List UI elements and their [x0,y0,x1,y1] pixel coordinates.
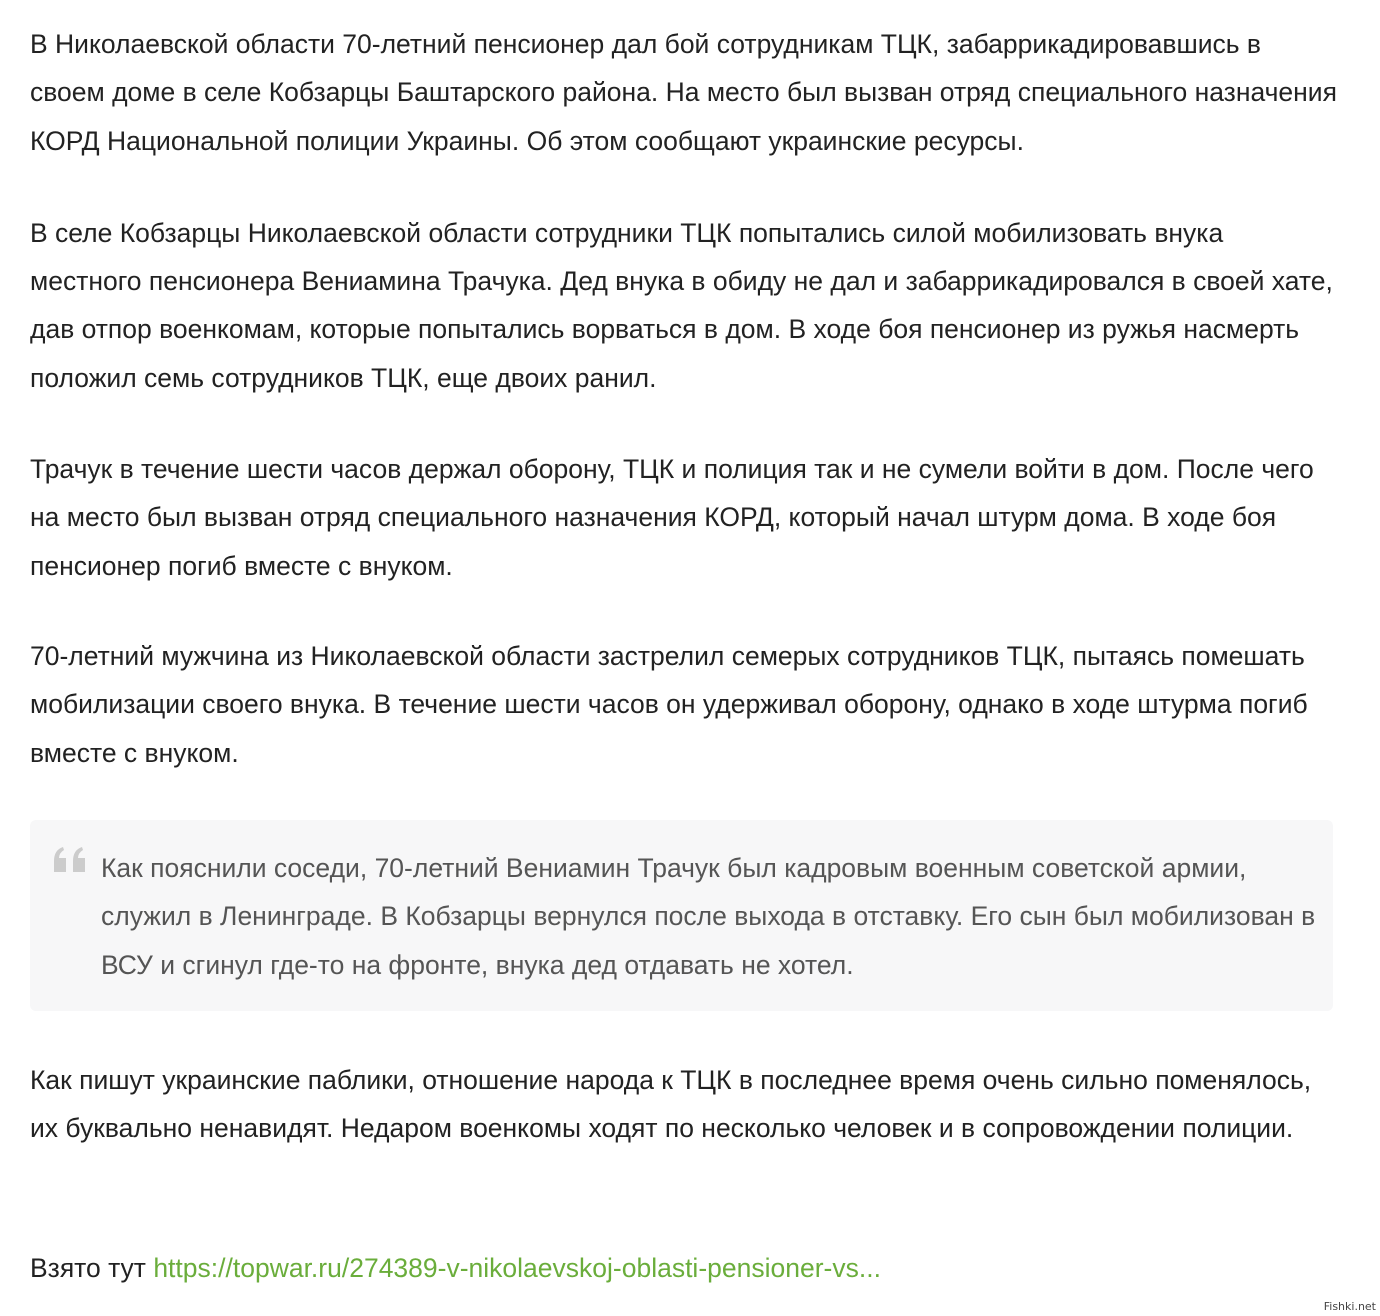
closing-paragraph: Как пишут украинские паблики, отношение народа к ТЦК в последнее время очень сильно поменялось, их буквально ненавидят. Недаром военкомы ходят по несколько человек и в сопровождении полиции. [30,1065,1312,1144]
paragraph-3: Трачук в течение шести часов держал оборону, ТЦК и полиция так и не сумели войти в дом. После чего на место был вызван отряд специального назначения КОРД, который начал штурм дома. В ходе боя пенсионер погиб вместе с внуком. [30,454,1314,581]
source-link[interactable]: https://topwar.ru/274389-v-nikolaevskoj-oblasti-pensioner-vs... [153,1253,881,1283]
watermark: Fishki.net [1323,1300,1376,1313]
source-line [30,1244,1340,1292]
quote-text: Как пояснили соседи, 70-летний Вениамин Трачук был кадровым военным советской армии, служил в Ленинграде. В Кобзарцы вернулся после выхода в отставку. Его сын был мобилизован в ВСУ и сгинул где-то на фронте, внука дед отдавать не хотел. [101,853,1316,980]
paragraph-4: 70-летний мужчина из Николаевской области застрелил семерых сотрудников ТЦК, пытаясь помешать мобилизации своего внука. В течение шести часов он удерживал оборону, однако в ходе штурма погиб вместе с внуком. [30,640,1308,768]
blockquote [30,820,1333,1011]
article-body [30,20,1340,777]
paragraph-1: В Николаевской области 70-летний пенсионер дал бой сотрудникам ТЦК, забаррикадировавшись в своем доме в селе Кобзарцы Баштарского района. На место был вызван отряд специального назначения КОРД Национальной полиции Украины. Об этом сообщают украинские ресурсы. [30,29,1337,156]
quote-icon [52,846,88,874]
source-label: Взято тут [30,1253,154,1283]
paragraph-2: В селе Кобзарцы Николаевской области сотрудники ТЦК попытались силой мобилизовать внука местного пенсионера Вениамина Трачука. Дед внука в обиду не дал и забаррикадировался в своей хате, дав отпор военкомам, которые попытались ворваться в дом. В ходе боя пенсионер из ружья насмерть положил семь сотрудников ТЦК, еще двоих ранил. [30,217,1333,393]
